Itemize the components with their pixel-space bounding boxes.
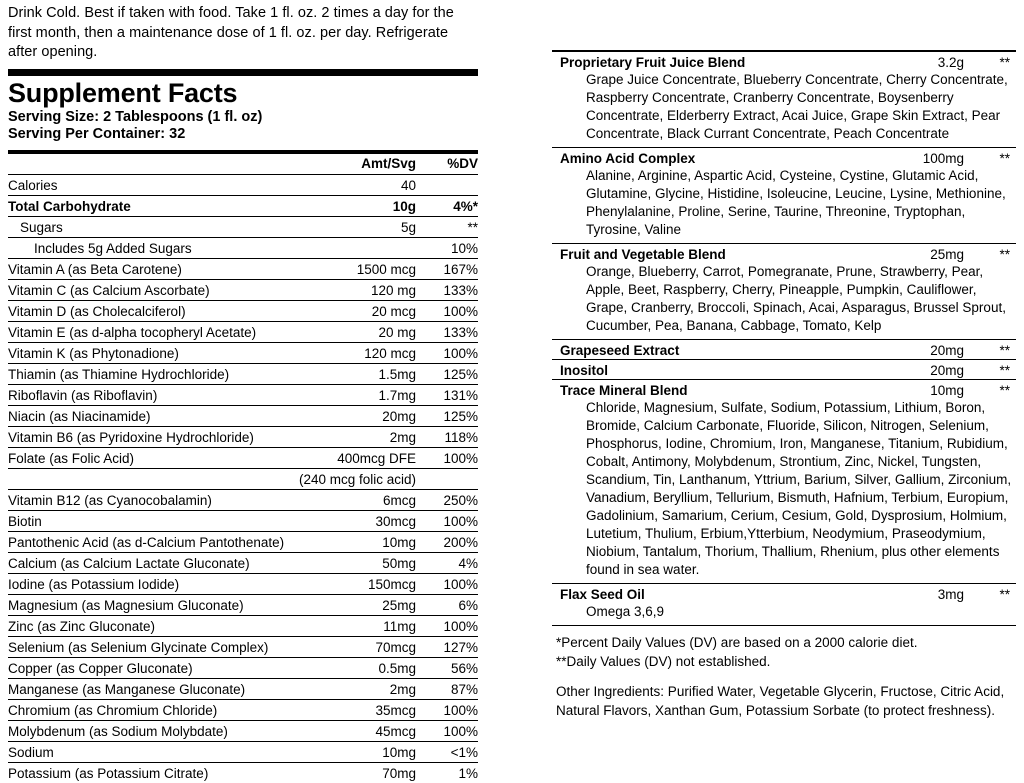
blend-amount: 20mg: [868, 363, 964, 378]
blend-ingredients: Chloride, Magnesium, Sulfate, Sodium, Potassium, Lithium, Boron, Bromide, Calcium Carbonate, Fluoride, Silicon, Nitrogen, Selenium, Phosphorus, Iodine, Chromium, Iron, Manganese, Titanium, Rubidium, Cobalt, Antimony, Molybdenum, Strontium, Zinc, Nickel, Tungsten, Scandium, Tin, Lanthanum, Yttrium, Barium, Silver, Gallium, Zirconium, Vanadium, Beryllium, Tellurium, Bismuth, Hafnium, Terbium, Europium, Gadolinium, Samarium, Cerium, Cesium, Gold, Dysprosium, Holmium, Lutetium, Thulium, Erbium,Ytterbium, Neodymium, Praseodymium, Niobium, Tantalum, Thorium, Thallium, Rhenium, plus other elements found in sea water.: [552, 399, 1016, 583]
nutrient-row: [8, 427, 478, 448]
nutrient-name: Copper (as Copper Gluconate): [8, 658, 296, 679]
blend-list: [552, 50, 1016, 626]
nutrient-daily-value: **: [416, 217, 478, 238]
blend-daily-value: **: [964, 151, 1016, 166]
nutrient-daily-value: 1%: [416, 763, 478, 783]
blend-amount: 3.2g: [868, 55, 964, 70]
blend-header: [552, 148, 1016, 167]
nutrient-amount: 30mcg: [296, 511, 416, 532]
nutrient-amount: 120 mg: [296, 280, 416, 301]
nutrient-daily-value: 133%: [416, 322, 478, 343]
nutrient-row: [8, 553, 478, 574]
nutrient-daily-value: [416, 469, 478, 490]
blend-block: [552, 243, 1016, 339]
nutrient-row: [8, 511, 478, 532]
nutrient-row: [8, 196, 478, 217]
nutrient-amount: 11mg: [296, 616, 416, 637]
nutrient-name: Manganese (as Manganese Gluconate): [8, 679, 296, 700]
nutrient-row: [8, 322, 478, 343]
blend-daily-value: **: [964, 587, 1016, 602]
nutrient-name: Thiamin (as Thiamine Hydrochloride): [8, 364, 296, 385]
nutrient-daily-value: 200%: [416, 532, 478, 553]
nutrient-row: [8, 700, 478, 721]
nutrient-daily-value: 100%: [416, 343, 478, 364]
nutrient-amount: 10mg: [296, 532, 416, 553]
nutrient-name: Calories: [8, 175, 296, 196]
nutrient-name: Total Carbohydrate: [8, 196, 296, 217]
blend-block: [552, 50, 1016, 147]
nutrient-amount: 10g: [296, 196, 416, 217]
blend-name: Amino Acid Complex: [552, 151, 868, 166]
nutrient-row: [8, 742, 478, 763]
blend-daily-value: **: [964, 55, 1016, 70]
blend-header: [552, 584, 1016, 603]
nutrient-row: [8, 616, 478, 637]
nutrient-name: Sugars: [8, 217, 296, 238]
nutrient-amount: [296, 238, 416, 259]
nutrient-row: [8, 469, 478, 490]
nutrient-name: Vitamin A (as Beta Carotene): [8, 259, 296, 280]
servings-per-container: Serving Per Container: 32: [8, 126, 478, 144]
nutrient-daily-value: 100%: [416, 511, 478, 532]
nutrient-name: Zinc (as Zinc Gluconate): [8, 616, 296, 637]
nutrient-amount: 2mg: [296, 427, 416, 448]
nutrient-table-header: [8, 154, 478, 175]
nutrient-table: [8, 154, 478, 783]
nutrient-name: Vitamin K (as Phytonadione): [8, 343, 296, 364]
blend-ingredients: Orange, Blueberry, Carrot, Pomegranate, Prune, Strawberry, Pear, Apple, Beet, Raspberry, Cherry, Pineapple, Pumpkin, Cauliflower, Grape, Cranberry, Broccoli, Spinach, Acai, Asparagus, Brussel Sprout, Cucumber, Pea, Banana, Cabbage, Tomato, Kelp: [552, 263, 1016, 339]
nutrient-amount: 20mg: [296, 406, 416, 427]
nutrient-name: Folate (as Folic Acid): [8, 448, 296, 469]
blend-amount: 100mg: [868, 151, 964, 166]
nutrient-row: [8, 259, 478, 280]
nutrient-daily-value: 125%: [416, 364, 478, 385]
nutrient-amount: 45mcg: [296, 721, 416, 742]
nutrient-name: Vitamin B6 (as Pyridoxine Hydrochloride): [8, 427, 296, 448]
panel-title: Supplement Facts: [8, 76, 478, 109]
nutrient-name: Includes 5g Added Sugars: [8, 238, 296, 259]
nutrient-amount: 70mg: [296, 763, 416, 783]
nutrient-daily-value: 4%: [416, 553, 478, 574]
nutrient-amount: 70mcg: [296, 637, 416, 658]
nutrient-name: Iodine (as Potassium Iodide): [8, 574, 296, 595]
nutrient-name: Vitamin B12 (as Cyanocobalamin): [8, 490, 296, 511]
nutrient-name: Magnesium (as Magnesium Gluconate): [8, 595, 296, 616]
blend-block: [552, 379, 1016, 583]
nutrient-daily-value: 100%: [416, 301, 478, 322]
blend-amount: 20mg: [868, 343, 964, 358]
blend-name: Inositol: [552, 363, 868, 378]
nutrient-amount: 35mcg: [296, 700, 416, 721]
nutrient-daily-value: <1%: [416, 742, 478, 763]
other-ingredients: Other Ingredients: Purified Water, Vegetable Glycerin, Fructose, Citric Acid, Natural Flavors, Xanthan Gum, Potassium Sorbate (to protect freshness).: [552, 671, 1016, 720]
nutrient-daily-value: 127%: [416, 637, 478, 658]
nutrient-amount: 400mcg DFE: [296, 448, 416, 469]
nutrient-row: [8, 637, 478, 658]
blend-name: Grapeseed Extract: [552, 343, 868, 358]
nutrient-name: [8, 469, 296, 490]
nutrient-name: Vitamin D (as Cholecalciferol): [8, 301, 296, 322]
nutrient-row: [8, 280, 478, 301]
blend-amount: 3mg: [868, 587, 964, 602]
nutrient-row: [8, 679, 478, 700]
blend-name: Trace Mineral Blend: [552, 383, 868, 398]
nutrient-daily-value: 56%: [416, 658, 478, 679]
dv-not-established-footnote: **Daily Values (DV) not established.: [556, 653, 1016, 672]
blend-ingredients: Alanine, Arginine, Aspartic Acid, Cysteine, Cystine, Glutamic Acid, Glutamine, Glycine, Histidine, Isoleucine, Leucine, Lysine, Methionine, Phenylalanine, Proline, Serine, Taurine, Threonine, Tryptophan, Tyrosine, Valine: [552, 167, 1016, 243]
nutrient-daily-value: 100%: [416, 574, 478, 595]
nutrient-daily-value: 100%: [416, 448, 478, 469]
nutrient-row: [8, 658, 478, 679]
header-amt: Amt/Svg: [296, 154, 416, 175]
nutrient-row: [8, 217, 478, 238]
blend-block: [552, 359, 1016, 379]
nutrient-amount: 5g: [296, 217, 416, 238]
blend-name: Flax Seed Oil: [552, 587, 868, 602]
nutrient-name: Biotin: [8, 511, 296, 532]
right-column: [552, 50, 1016, 720]
panel-top-rule: [8, 69, 478, 76]
nutrient-daily-value: 100%: [416, 616, 478, 637]
blend-ingredients: Grape Juice Concentrate, Blueberry Concentrate, Cherry Concentrate, Raspberry Concentrate, Cranberry Concentrate, Boysenberry Concentrate, Elderberry Extract, Acai Juice, Grape Skin Extract, Pear Concentrate, Black Currant Concentrate, Peach Concentrate: [552, 71, 1016, 147]
nutrient-row: [8, 238, 478, 259]
nutrient-row: [8, 364, 478, 385]
nutrient-name: Potassium (as Potassium Citrate): [8, 763, 296, 783]
blend-daily-value: **: [964, 363, 1016, 378]
footnotes: [552, 626, 1016, 671]
nutrient-amount: 10mg: [296, 742, 416, 763]
nutrient-amount: 1500 mcg: [296, 259, 416, 280]
nutrient-daily-value: 167%: [416, 259, 478, 280]
nutrient-name: Calcium (as Calcium Lactate Gluconate): [8, 553, 296, 574]
dv-footnote: *Percent Daily Values (DV) are based on a 2000 calorie diet.: [556, 634, 1016, 653]
nutrient-name: Chromium (as Chromium Chloride): [8, 700, 296, 721]
nutrient-daily-value: 100%: [416, 721, 478, 742]
blend-header: [552, 52, 1016, 71]
nutrient-name: Riboflavin (as Riboflavin): [8, 385, 296, 406]
nutrient-row: [8, 763, 478, 783]
blend-daily-value: **: [964, 383, 1016, 398]
nutrient-amount: 50mg: [296, 553, 416, 574]
nutrient-daily-value: 6%: [416, 595, 478, 616]
nutrient-daily-value: 118%: [416, 427, 478, 448]
nutrient-name: Selenium (as Selenium Glycinate Complex): [8, 637, 296, 658]
directions-text: Drink Cold. Best if taken with food. Take 1 fl. oz. 2 times a day for the first month, then a maintenance dose of 1 fl. oz. per day. Refrigerate after opening.: [8, 4, 478, 63]
nutrient-daily-value: 100%: [416, 700, 478, 721]
nutrient-amount: 1.5mg: [296, 364, 416, 385]
blend-header: [552, 360, 1016, 379]
blend-header: [552, 380, 1016, 399]
nutrient-daily-value: [416, 175, 478, 196]
nutrient-daily-value: 125%: [416, 406, 478, 427]
blend-header: [552, 244, 1016, 263]
serving-size: Serving Size: 2 Tablespoons (1 fl. oz): [8, 109, 478, 127]
nutrient-amount: 6mcg: [296, 490, 416, 511]
nutrient-amount: 2mg: [296, 679, 416, 700]
blend-block: [552, 339, 1016, 359]
blend-header: [552, 340, 1016, 359]
nutrient-row: [8, 343, 478, 364]
header-dv: %DV: [416, 154, 478, 175]
nutrient-row: [8, 532, 478, 553]
nutrient-name: Vitamin C (as Calcium Ascorbate): [8, 280, 296, 301]
nutrient-amount: 20 mg: [296, 322, 416, 343]
nutrient-daily-value: 4%*: [416, 196, 478, 217]
blend-ingredients: Omega 3,6,9: [552, 603, 1016, 625]
nutrient-name: Molybdenum (as Sodium Molybdate): [8, 721, 296, 742]
nutrient-amount: 1.7mg: [296, 385, 416, 406]
nutrient-row: [8, 448, 478, 469]
nutrient-amount: 20 mcg: [296, 301, 416, 322]
nutrient-daily-value: 10%: [416, 238, 478, 259]
blend-block: [552, 583, 1016, 625]
nutrient-row: [8, 385, 478, 406]
nutrient-row: [8, 175, 478, 196]
left-column: [8, 4, 478, 783]
blend-block: [552, 147, 1016, 243]
blend-amount: 10mg: [868, 383, 964, 398]
nutrient-name: Vitamin E (as d-alpha tocopheryl Acetate): [8, 322, 296, 343]
nutrient-amount: 120 mcg: [296, 343, 416, 364]
nutrient-amount: 25mg: [296, 595, 416, 616]
nutrient-name: Pantothenic Acid (as d-Calcium Pantothenate): [8, 532, 296, 553]
nutrient-row: [8, 490, 478, 511]
nutrient-amount: (240 mcg folic acid): [296, 469, 416, 490]
nutrient-daily-value: 87%: [416, 679, 478, 700]
blend-name: Proprietary Fruit Juice Blend: [552, 55, 868, 70]
nutrient-amount: 0.5mg: [296, 658, 416, 679]
nutrient-row: [8, 721, 478, 742]
nutrient-amount: 150mcg: [296, 574, 416, 595]
nutrient-daily-value: 133%: [416, 280, 478, 301]
blend-name: Fruit and Vegetable Blend: [552, 247, 868, 262]
blend-daily-value: **: [964, 343, 1016, 358]
nutrient-daily-value: 250%: [416, 490, 478, 511]
supplement-facts-panel: [8, 69, 478, 783]
nutrient-row: [8, 301, 478, 322]
nutrient-amount: 40: [296, 175, 416, 196]
nutrient-name: Niacin (as Niacinamide): [8, 406, 296, 427]
nutrient-row: [8, 595, 478, 616]
header-blank: [8, 154, 296, 175]
nutrient-row: [8, 574, 478, 595]
nutrient-daily-value: 131%: [416, 385, 478, 406]
nutrient-row: [8, 406, 478, 427]
blend-daily-value: **: [964, 247, 1016, 262]
blend-amount: 25mg: [868, 247, 964, 262]
nutrient-name: Sodium: [8, 742, 296, 763]
